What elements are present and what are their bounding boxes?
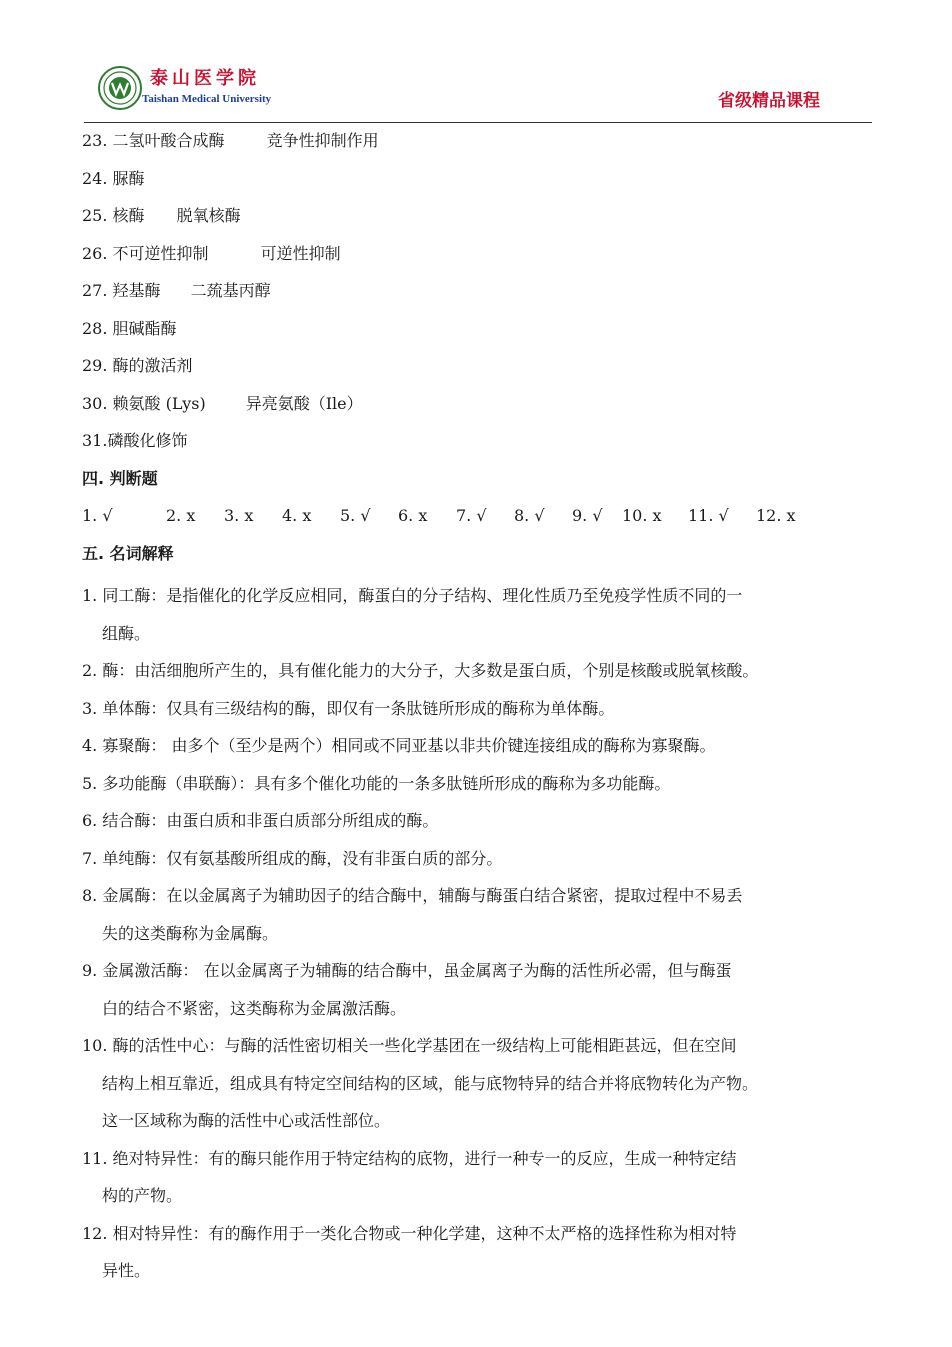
term-definition: 12. 相对特异性：有的酶作用于一类化合物或一种化学建，这种不太严格的选择性称为相对特 异性。 — [82, 1223, 737, 1280]
answer-line: 26. 不可逆性抑制 可逆性抑制 — [82, 243, 341, 263]
section-title-judge: 四. 判断题 — [82, 468, 158, 488]
term-definition: 1. 同工酶：是指催化的化学反应相同，酶蛋白的分子结构、理化性质乃至免疫学性质不同的一 组酶。 — [82, 586, 743, 643]
answer-line: 23. 二氢叶酸合成酶 竞争性抑制作用 — [82, 131, 379, 150]
answer-line: 31.磷酸化修饰 — [82, 431, 188, 450]
term-definition: 9. 金属激活酶： 在以金属离子为辅酶的结合酶中，虽金属离子为酶的活性所必需，但与酶蛋 白的结合不紧密，这类酶称为金属激活酶。 — [82, 961, 732, 1018]
term-definition: 10. 酶的活性中心：与酶的活性密切相关一些化学基团在一级结构上可能相距甚远，但在空间 结构上相互靠近，组成具有特定空间结构的区域，能与底物特异的结合并将底物转化为产物。 这一区域称为酶的活性中心或活性部位。 — [82, 1036, 759, 1130]
answer-line: 27. 羟基酶 二巯基丙醇 — [82, 281, 271, 300]
judge-answers: 1. √ 2. x 3. x 4. x 5. √ 6. x 7. √ 8. √ 9. √ 10. x 11. √ 12. x — [82, 506, 796, 525]
course-label: 省级精品课程 — [718, 91, 820, 111]
term-definition: 6. 结合酶：由蛋白质和非蛋白质部分所组成的酶。 — [82, 811, 439, 830]
answer-line: 24. 脲酶 — [82, 168, 145, 188]
answer-line: 29. 酶的激活剂 — [82, 356, 193, 375]
page-content — [82, 127, 874, 1290]
answer-line: 28. 胆碱酯酶 — [82, 318, 177, 338]
page-header — [84, 60, 872, 123]
answer-line: 30. 赖氨酸 (Lys) 异亮氨酸（Ile） — [82, 393, 363, 413]
school-name-en: Taishan Medical University — [142, 93, 272, 105]
school-name-cn: 泰山医学院 — [150, 68, 260, 89]
term-definition: 11. 绝对特异性：有的酶只能作用于特定结构的底物，进行一种专一的反应，生成一种特定结 构的产物。 — [82, 1148, 737, 1205]
term-definition: 3. 单体酶：仅具有三级结构的酶，即仅有一条肽链所形成的酶称为单体酶。 — [82, 698, 615, 718]
section-title-terms: 五. 名词解释 — [82, 543, 174, 563]
term-definition: 7. 单纯酶：仅有氨基酸所组成的酶，没有非蛋白质的部分。 — [82, 848, 503, 868]
term-definition: 5. 多功能酶（串联酶）：具有多个催化功能的一条多肽链所形成的酶称为多功能酶。 — [82, 773, 671, 793]
school-logo-icon — [98, 66, 142, 110]
answer-line: 25. 核酶 脱氧核酶 — [82, 206, 241, 225]
term-definition: 2. 酶：由活细胞所产生的，具有催化能力的大分子，大多数是蛋白质，个别是核酸或脱氧核酸。 — [82, 661, 759, 680]
term-definition: 4. 寡聚酶： 由多个（至少是两个）相同或不同亚基以非共价键连接组成的酶称为寡聚酶。 — [82, 736, 716, 755]
term-definition: 8. 金属酶：在以金属离子为辅助因子的结合酶中，辅酶与酶蛋白结合紧密，提取过程中不易丢 失的这类酶称为金属酶。 — [82, 886, 743, 943]
